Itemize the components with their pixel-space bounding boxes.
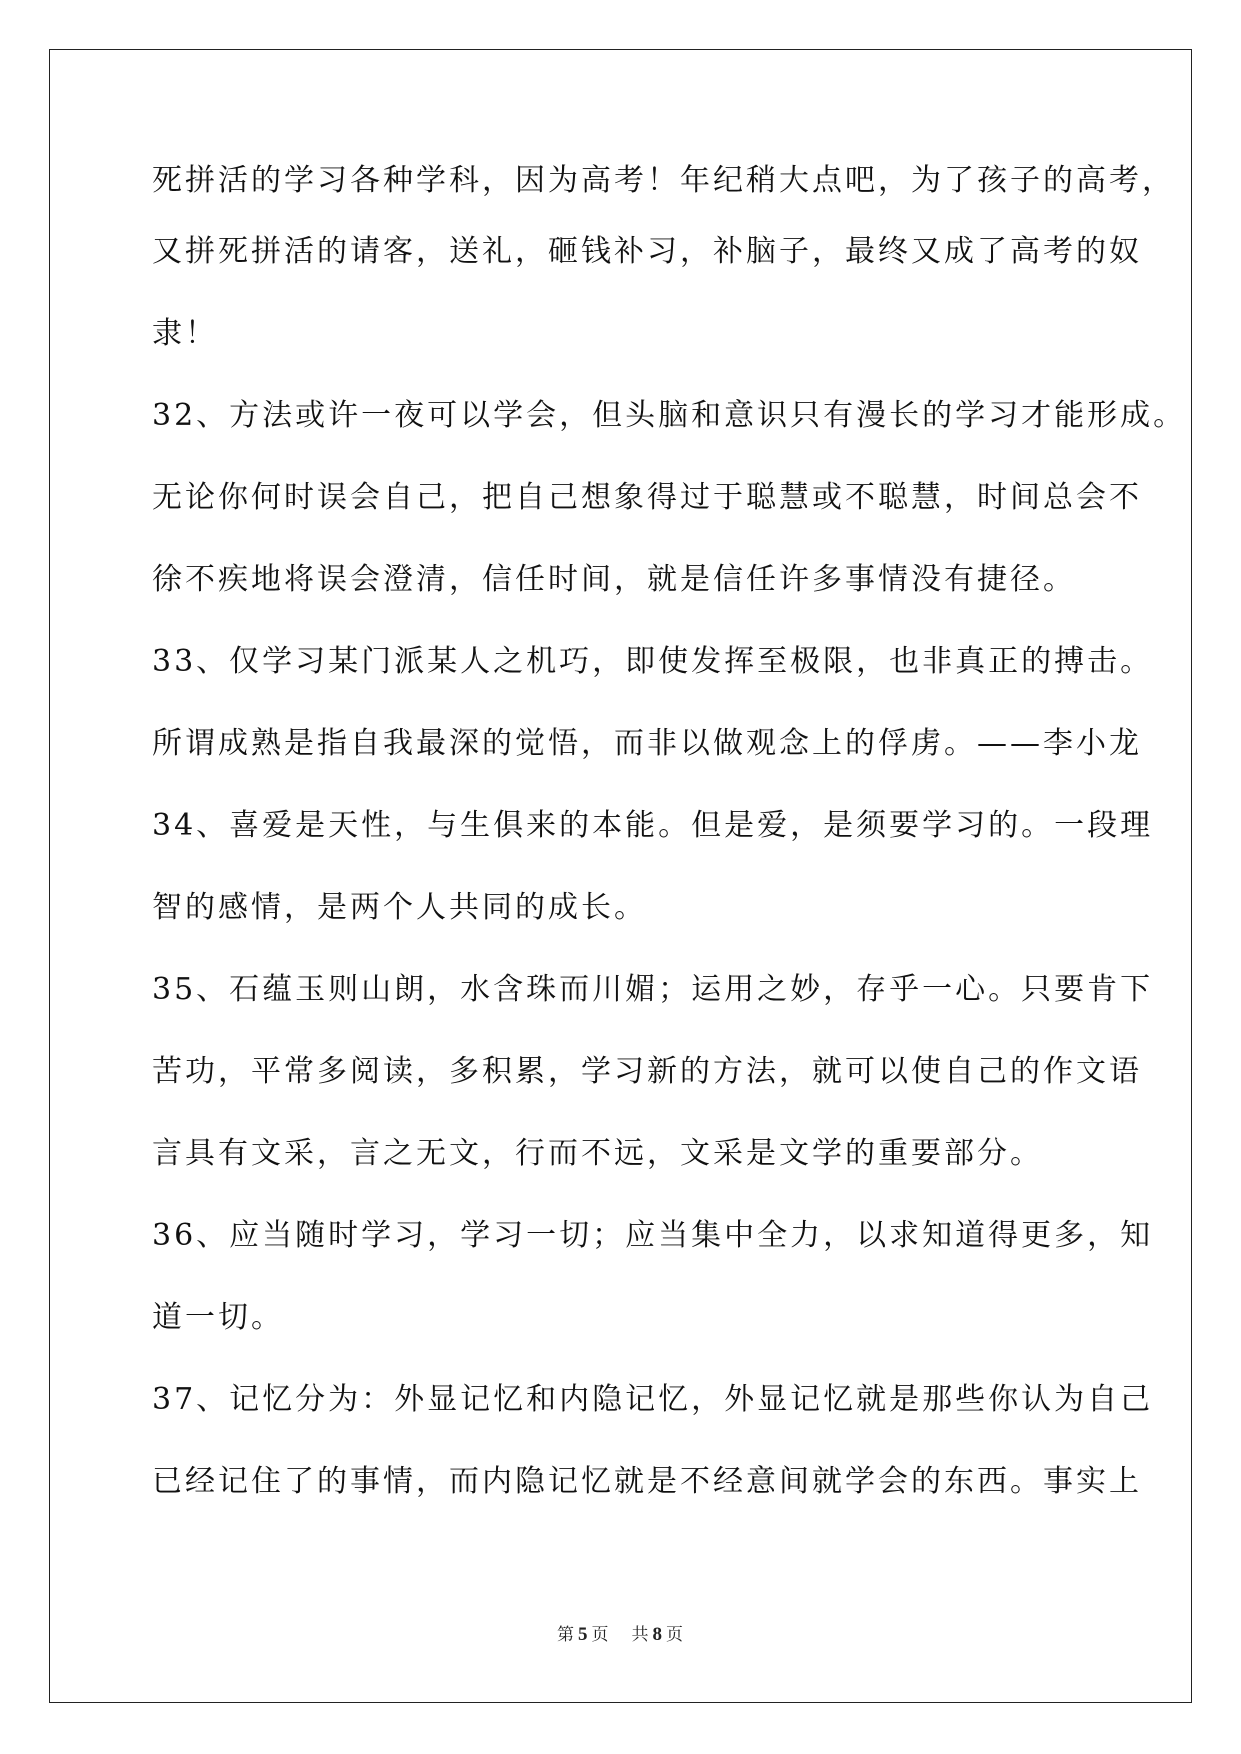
text-line: 已经记住了的事情，而内隐记忆就是不经意间就学会的东西。事实上 [152,1464,1142,1499]
text-line: 35、石蕴玉则山朗，水含珠而川媚；运用之妙，存乎一心。只要肯下 [152,972,1154,1007]
page-footer [0,1620,1241,1646]
text-line: 死拼活的学习各种学科，因为高考！年纪稍大点吧，为了孩子的高考， [152,163,1175,198]
document-body [152,151,1187,1523]
text-line: 道一切。 [152,1300,284,1335]
text-line: 智的感情，是两个人共同的成长。 [152,890,647,925]
text-line: 33、仅学习某门派某人之机巧，即使发挥至极限，也非真正的搏击。 [152,644,1154,679]
total-label-suffix: 页 [666,1625,684,1645]
text-line: 苦功，平常多阅读，多积累，学习新的方法，就可以使自己的作文语 [152,1054,1142,1089]
text-line: 所谓成熟是指自我最深的觉悟，而非以做观念上的俘虏。——李小龙 [152,726,1142,761]
text-line: 36、应当随时学习，学习一切；应当集中全力，以求知道得更多，知 [152,1218,1154,1253]
text-line: 无论你何时误会自己，把自己想象得过于聪慧或不聪慧，时间总会不 [152,480,1142,515]
total-pages: 8 [652,1624,663,1645]
page-number: 5 [578,1624,589,1645]
text-line: 徐不疾地将误会澄清，信任时间，就是信任许多事情没有捷径。 [152,562,1076,597]
page-label-prefix: 第 [557,1625,575,1645]
text-line: 34、喜爱是天性，与生俱来的本能。但是爱，是须要学习的。一段理 [152,808,1154,843]
text-line: 32、方法或许一夜可以学会，但头脑和意识只有漫长的学习才能形成。 [152,398,1187,433]
text-line: 又拼死拼活的请客，送礼，砸钱补习，补脑子，最终又成了高考的奴 [152,234,1142,269]
text-line: 37、记忆分为：外显记忆和内隐记忆，外显记忆就是那些你认为自己 [152,1382,1154,1417]
text-line: 言具有文采，言之无文，行而不远，文采是文学的重要部分。 [152,1136,1043,1171]
page-label-suffix: 页 [591,1625,610,1645]
text-line: 隶！ [152,316,218,351]
total-label-prefix: 共 [631,1625,650,1645]
